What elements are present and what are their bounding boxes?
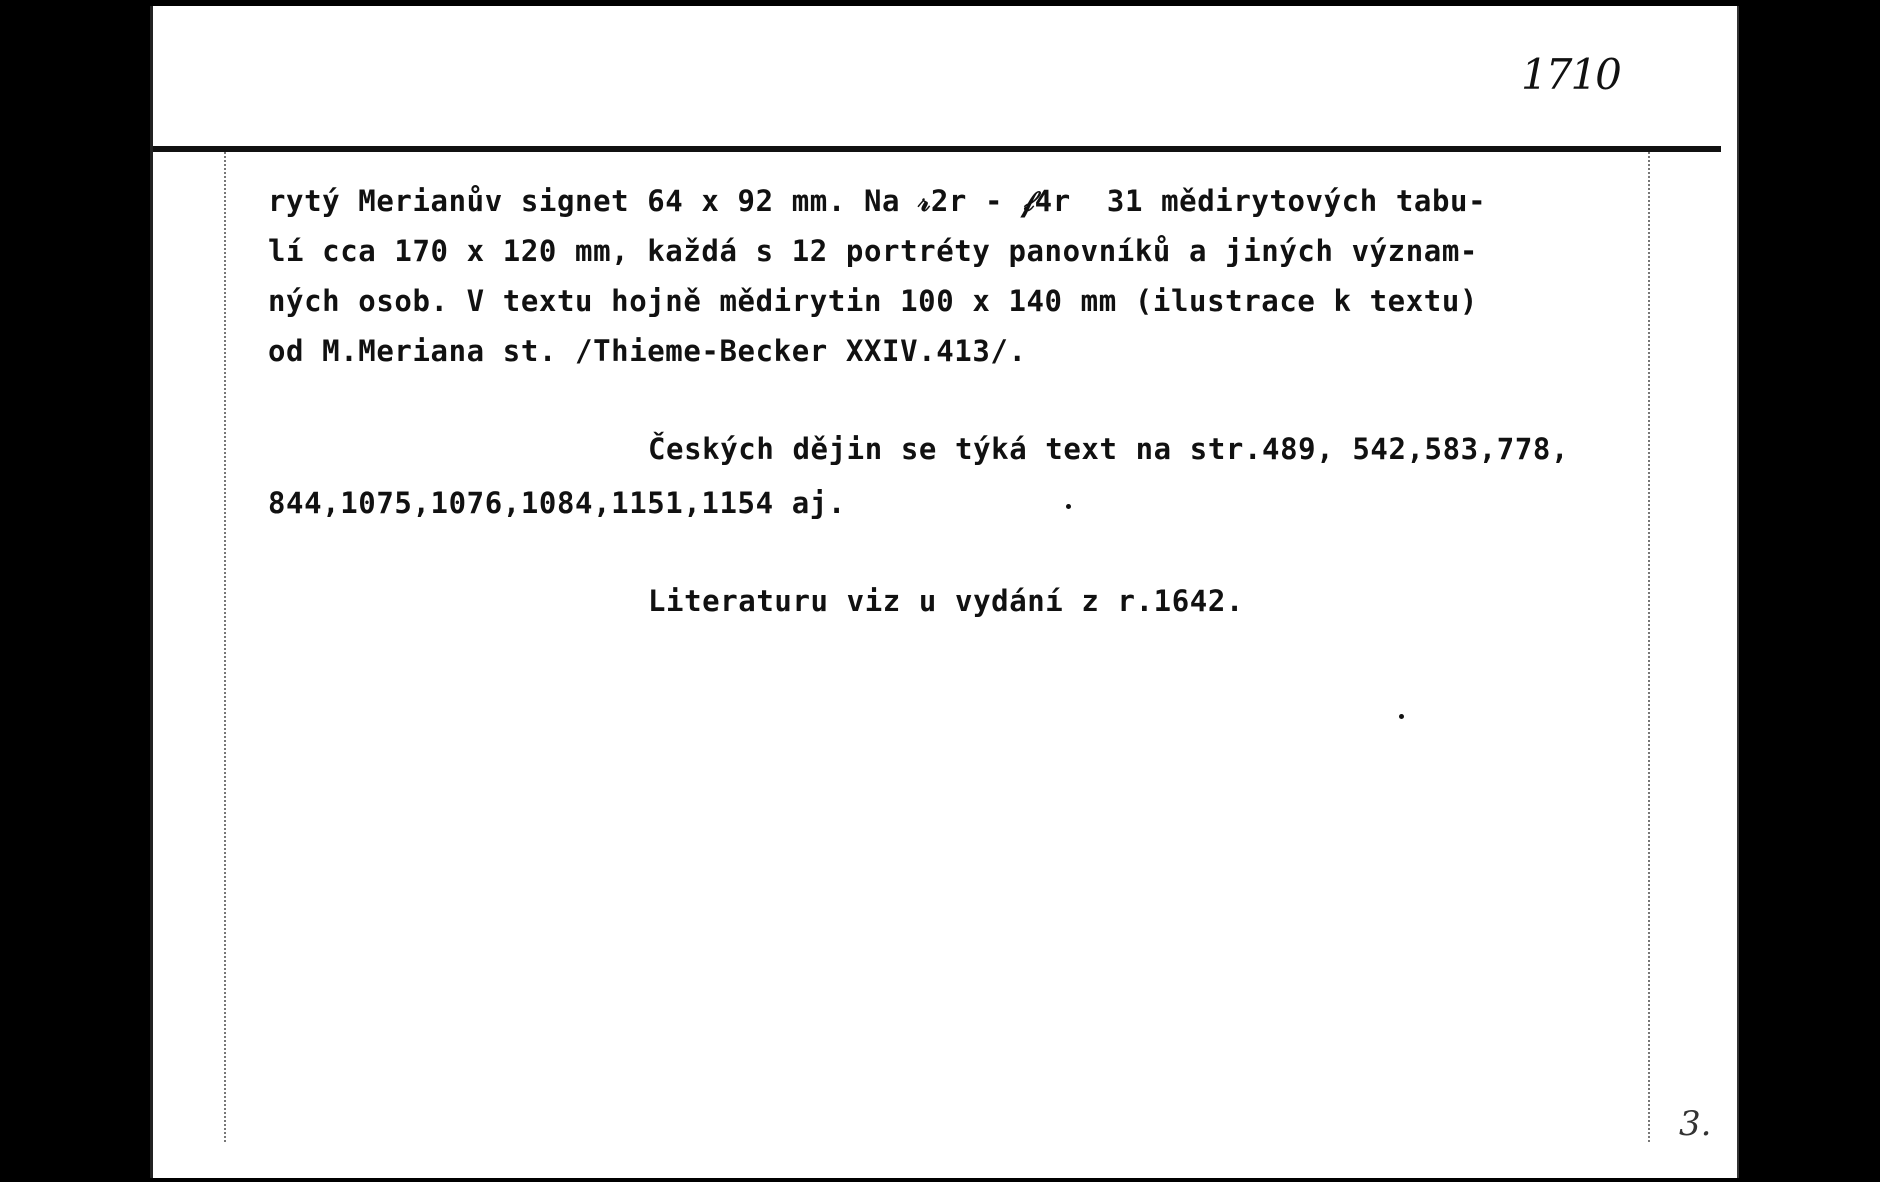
czech-history-line-2: 844,1075,1076,1084,1151,1154 aj. <box>268 486 846 520</box>
body-line-1: rytý Merianův signet 64 x 92 mm. Na 𝓇2r - 𝒻4r 31 mědirytových tabu- <box>268 184 1487 218</box>
ink-speck <box>1066 504 1071 509</box>
right-margin-line <box>1648 152 1650 1142</box>
czech-history-line-1: Českých dějin se týká text na str.489, 542,583,778, <box>648 432 1570 466</box>
catalog-number: 1710 <box>1521 50 1620 99</box>
page-number: 3. <box>1679 1104 1712 1144</box>
literature-note: Literaturu viz u vydání z r.1642. <box>648 584 1244 618</box>
left-margin-line <box>224 152 226 1142</box>
header-rule <box>153 146 1721 152</box>
body-line-2: lí cca 170 x 120 mm, každá s 12 portréty panovníků a jiných význam- <box>268 234 1478 268</box>
ink-speck <box>1399 714 1404 719</box>
body-line-4: od M.Meriana st. /Thieme-Becker XXIV.413/. <box>268 334 1027 368</box>
body-line-3: ných osob. V textu hojně mědirytin 100 x 140 mm (ilustrace k textu) <box>268 284 1478 318</box>
catalog-card <box>150 6 1739 1178</box>
